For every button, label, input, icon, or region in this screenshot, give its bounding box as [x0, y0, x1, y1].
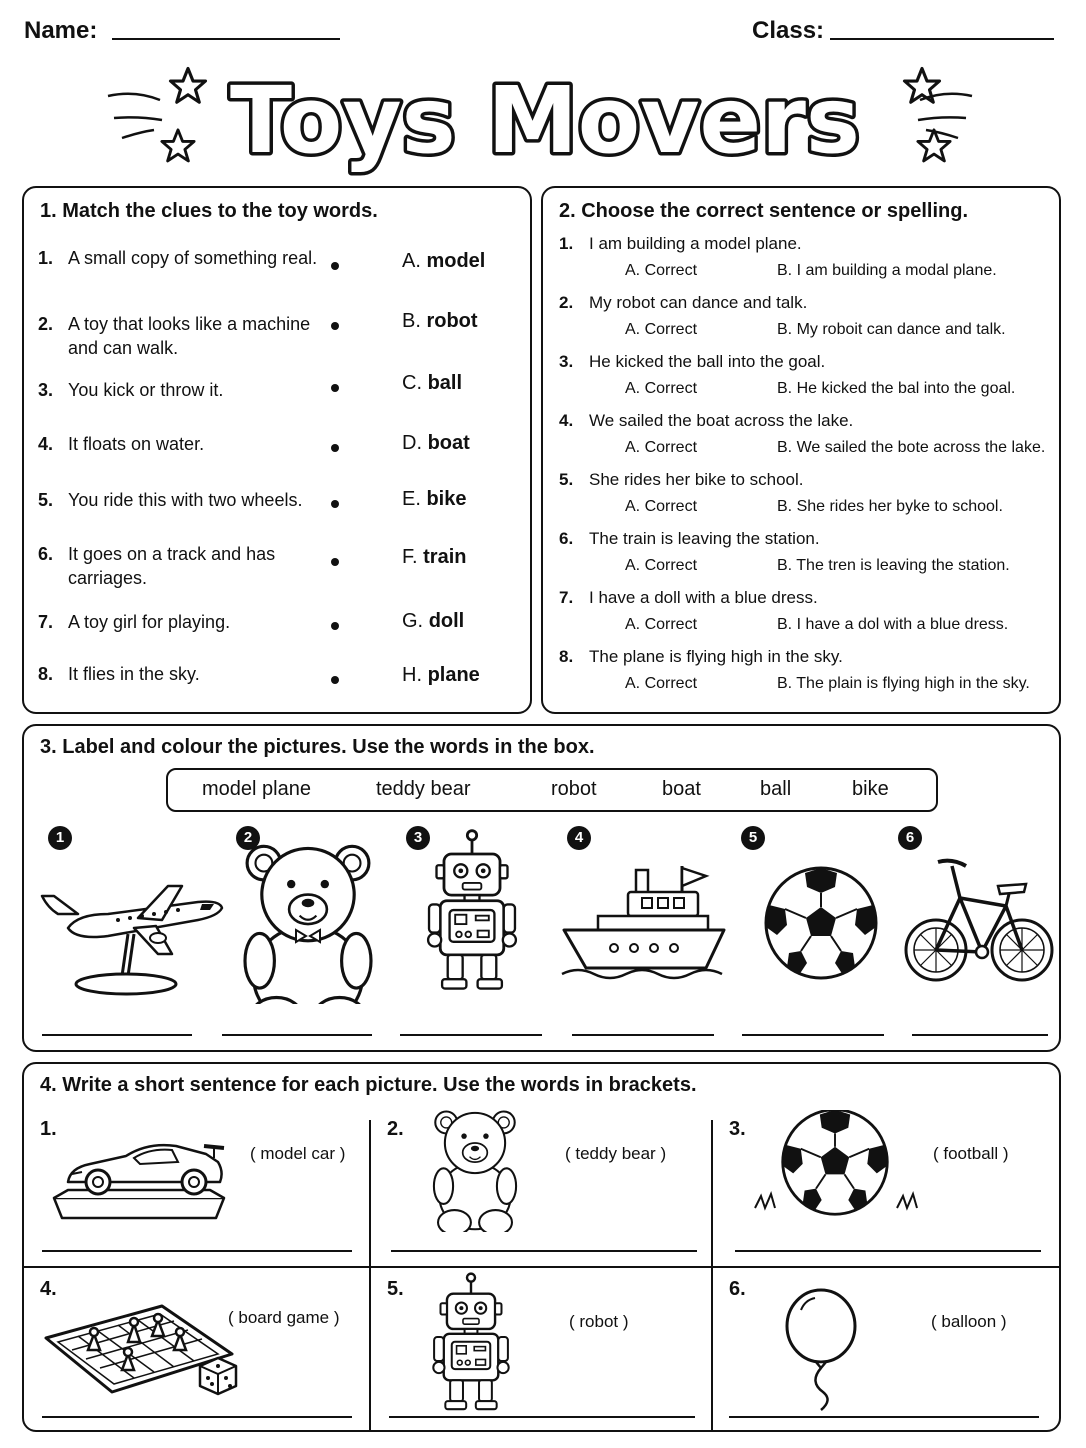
picture-number-badge: 3 [406, 826, 430, 850]
question-number: 3. [559, 352, 574, 371]
picture-number-badge: 2 [236, 826, 260, 850]
match-clue-number: 5. [38, 490, 54, 510]
robot-icon [412, 826, 532, 996]
match-dot[interactable] [331, 676, 339, 684]
option-a[interactable]: A. Correct [625, 616, 698, 633]
cell-number: 3. [729, 1118, 746, 1140]
option-b[interactable]: B. She rides her byke to school. [777, 498, 1003, 515]
match-clue-number: 4. [38, 434, 54, 454]
football-icon [751, 1110, 921, 1222]
label-answer-line[interactable] [572, 1034, 714, 1036]
board-game-icon [42, 1296, 242, 1396]
label-answer-line[interactable] [400, 1034, 542, 1036]
section-label [22, 724, 1061, 1052]
cell-number: 1. [40, 1118, 57, 1140]
question-sentence: The plane is flying high in the sky. [589, 647, 843, 666]
cell-number: 5. [387, 1278, 404, 1300]
class-input-line[interactable] [830, 38, 1054, 40]
question-sentence: He kicked the ball into the goal. [589, 352, 826, 371]
class-label: Class: [752, 17, 825, 44]
word-box-item: model plane [202, 778, 311, 800]
match-answer-letter: A. [402, 250, 421, 272]
sentence-cell [713, 1108, 1059, 1266]
word-box-item: boat [662, 778, 701, 800]
label-answer-line[interactable] [42, 1034, 192, 1036]
match-answer-letter: C. [402, 372, 422, 394]
option-b[interactable]: B. The tren is leaving the station. [777, 557, 1010, 574]
question-sentence: My robot can dance and talk. [589, 293, 808, 312]
option-b[interactable]: B. The plain is flying high in the sky. [777, 675, 1030, 692]
sentence-answer-line[interactable] [42, 1250, 352, 1252]
match-answer[interactable] [402, 488, 467, 511]
decor-stars-left [108, 69, 206, 161]
question-sentence: We sailed the boat across the lake. [589, 411, 854, 430]
match-answer-word: plane [427, 664, 480, 686]
match-clue-text: A small copy of something real. [68, 248, 318, 268]
match-answer[interactable] [402, 250, 485, 273]
section-match-title: 1. Match the clues to the toy words. [40, 200, 378, 222]
match-clue-text: You kick or throw it. [68, 380, 224, 400]
sentence-answer-line[interactable] [42, 1416, 352, 1418]
match-answer-word: ball [427, 372, 463, 394]
picture-number-badge: 5 [741, 826, 765, 850]
match-clue-number: 3. [38, 380, 54, 400]
boat-icon [558, 856, 734, 986]
match-dot[interactable] [331, 384, 339, 392]
cell-word-hint: ( model car ) [250, 1144, 346, 1163]
match-clue-text: It goes on a track and has carriages. [68, 544, 276, 588]
cell-word-hint: ( board game ) [228, 1308, 340, 1327]
airplane-icon [38, 856, 228, 996]
label-answer-line[interactable] [742, 1034, 884, 1036]
cell-word-hint: ( teddy bear ) [565, 1144, 667, 1163]
sentence-answer-line[interactable] [391, 1250, 697, 1252]
question-sentence: She rides her bike to school. [589, 470, 804, 489]
option-b[interactable]: B. We sailed the bote across the lake. [777, 439, 1046, 456]
section-write-title: 4. Write a short sentence for each picture. Use the words in brackets. [40, 1074, 697, 1096]
title-banner [100, 48, 980, 180]
question-number: 4. [559, 411, 574, 430]
question-number: 5. [559, 470, 574, 489]
sentence-cell [24, 1108, 369, 1266]
soccer-ball-icon [762, 864, 880, 982]
match-dot[interactable] [331, 322, 339, 330]
match-clue-text: A toy that looks like a machine and can walk. [68, 314, 311, 358]
cell-word-hint: ( balloon ) [931, 1312, 1007, 1331]
match-clue-text: You ride this with two wheels. [68, 490, 303, 510]
match-answer[interactable] [402, 372, 462, 395]
cell-number: 4. [40, 1278, 57, 1300]
word-box-item: robot [551, 778, 597, 800]
section-choose-title: 2. Choose the correct sentence or spelling. [559, 200, 969, 222]
option-b[interactable]: B. I have a dol with a blue dress. [777, 616, 1009, 633]
word-box-item: teddy bear [376, 778, 471, 800]
match-dot[interactable] [331, 558, 339, 566]
match-clue-number: 2. [38, 314, 54, 334]
match-answer-word: robot [426, 310, 478, 332]
question-number: 6. [559, 529, 574, 548]
match-clue-text: It floats on water. [68, 434, 205, 454]
sentence-answer-line[interactable] [389, 1416, 695, 1418]
picture-number-badge: 4 [567, 826, 591, 850]
match-dot[interactable] [331, 444, 339, 452]
match-answer-word: train [423, 546, 467, 568]
question-sentence: I am building a model plane. [589, 234, 802, 253]
match-answer-word: model [426, 250, 486, 272]
sentence-answer-line[interactable] [729, 1416, 1039, 1418]
option-b[interactable]: B. My roboit can dance and talk. [777, 321, 1006, 338]
match-dot[interactable] [331, 500, 339, 508]
picture-number-badge: 1 [48, 826, 72, 850]
match-dot[interactable] [331, 262, 339, 270]
section-match [22, 186, 532, 714]
option-b[interactable]: B. He kicked the bal into the goal. [777, 380, 1016, 397]
match-answer[interactable] [402, 664, 480, 687]
bicycle-icon [902, 844, 1056, 994]
match-clue-text: It flies in the sky. [68, 664, 200, 684]
match-answer-word: doll [428, 610, 465, 632]
section-choose [541, 186, 1061, 714]
cell-word-hint: ( robot ) [569, 1312, 629, 1331]
cell-number: 2. [387, 1118, 404, 1140]
label-answer-line[interactable] [912, 1034, 1048, 1036]
cell-word-hint: ( football ) [933, 1144, 1009, 1163]
option-a[interactable]: A. Correct [625, 498, 698, 515]
option-a[interactable]: A. Correct [625, 557, 698, 574]
robot-icon [419, 1268, 523, 1414]
sentence-cell [24, 1268, 369, 1432]
model-car-icon [48, 1132, 230, 1224]
match-clue-number: 8. [38, 664, 54, 684]
label-answer-line[interactable] [222, 1034, 372, 1036]
match-dot[interactable] [331, 622, 339, 630]
teddy-bear-icon [238, 844, 378, 1004]
match-answer[interactable] [402, 310, 478, 333]
word-box-item: bike [852, 778, 889, 800]
sentence-cell [371, 1268, 711, 1432]
option-b[interactable]: B. I am building a modal plane. [777, 262, 997, 279]
match-clue-number: 1. [38, 248, 54, 268]
teddy-bear-icon [417, 1106, 533, 1232]
picture-number-badge: 6 [898, 826, 922, 850]
sentence-cell [713, 1268, 1059, 1432]
match-answer-word: boat [427, 432, 470, 454]
option-a[interactable]: A. Correct [625, 439, 698, 456]
sentence-answer-line[interactable] [735, 1250, 1041, 1252]
decor-stars-right [905, 69, 973, 161]
word-box-item: ball [760, 778, 792, 800]
question-sentence: I have a doll with a blue dress. [589, 588, 818, 607]
option-a[interactable]: A. Correct [625, 380, 698, 397]
match-clue-number: 7. [38, 612, 54, 632]
match-answer-letter: E. [402, 488, 421, 510]
match-answer-letter: B. [402, 310, 421, 332]
question-number: 2. [559, 293, 574, 312]
match-answer-letter: H. [402, 664, 422, 686]
page-title: Toys Movers [230, 67, 860, 174]
section-write [22, 1062, 1061, 1432]
match-answer-letter: G. [402, 610, 424, 632]
sentence-cell [371, 1108, 711, 1266]
question-number: 1. [559, 234, 574, 253]
match-answer-letter: F. [402, 546, 418, 568]
name-label: Name: [24, 17, 98, 44]
match-clue-text: A toy girl for playing. [68, 612, 231, 632]
cell-number: 6. [729, 1278, 746, 1300]
option-a[interactable]: A. Correct [625, 321, 698, 338]
section-label-title: 3. Label and colour the pictures. Use the words in the box. [40, 736, 595, 758]
match-answer-word: bike [426, 488, 467, 510]
match-answer-letter: D. [402, 432, 422, 454]
match-answer[interactable] [402, 610, 464, 633]
option-a[interactable]: A. Correct [625, 262, 698, 279]
word-box [166, 768, 938, 812]
question-number: 8. [559, 647, 574, 666]
match-answer[interactable] [402, 546, 466, 569]
question-sentence: The train is leaving the station. [589, 529, 820, 548]
match-answer[interactable] [402, 432, 470, 455]
name-input-line[interactable] [112, 38, 340, 40]
match-clue-number: 6. [38, 544, 54, 564]
option-a[interactable]: A. Correct [625, 675, 698, 692]
balloon-icon [779, 1288, 863, 1412]
question-number: 7. [559, 588, 574, 607]
